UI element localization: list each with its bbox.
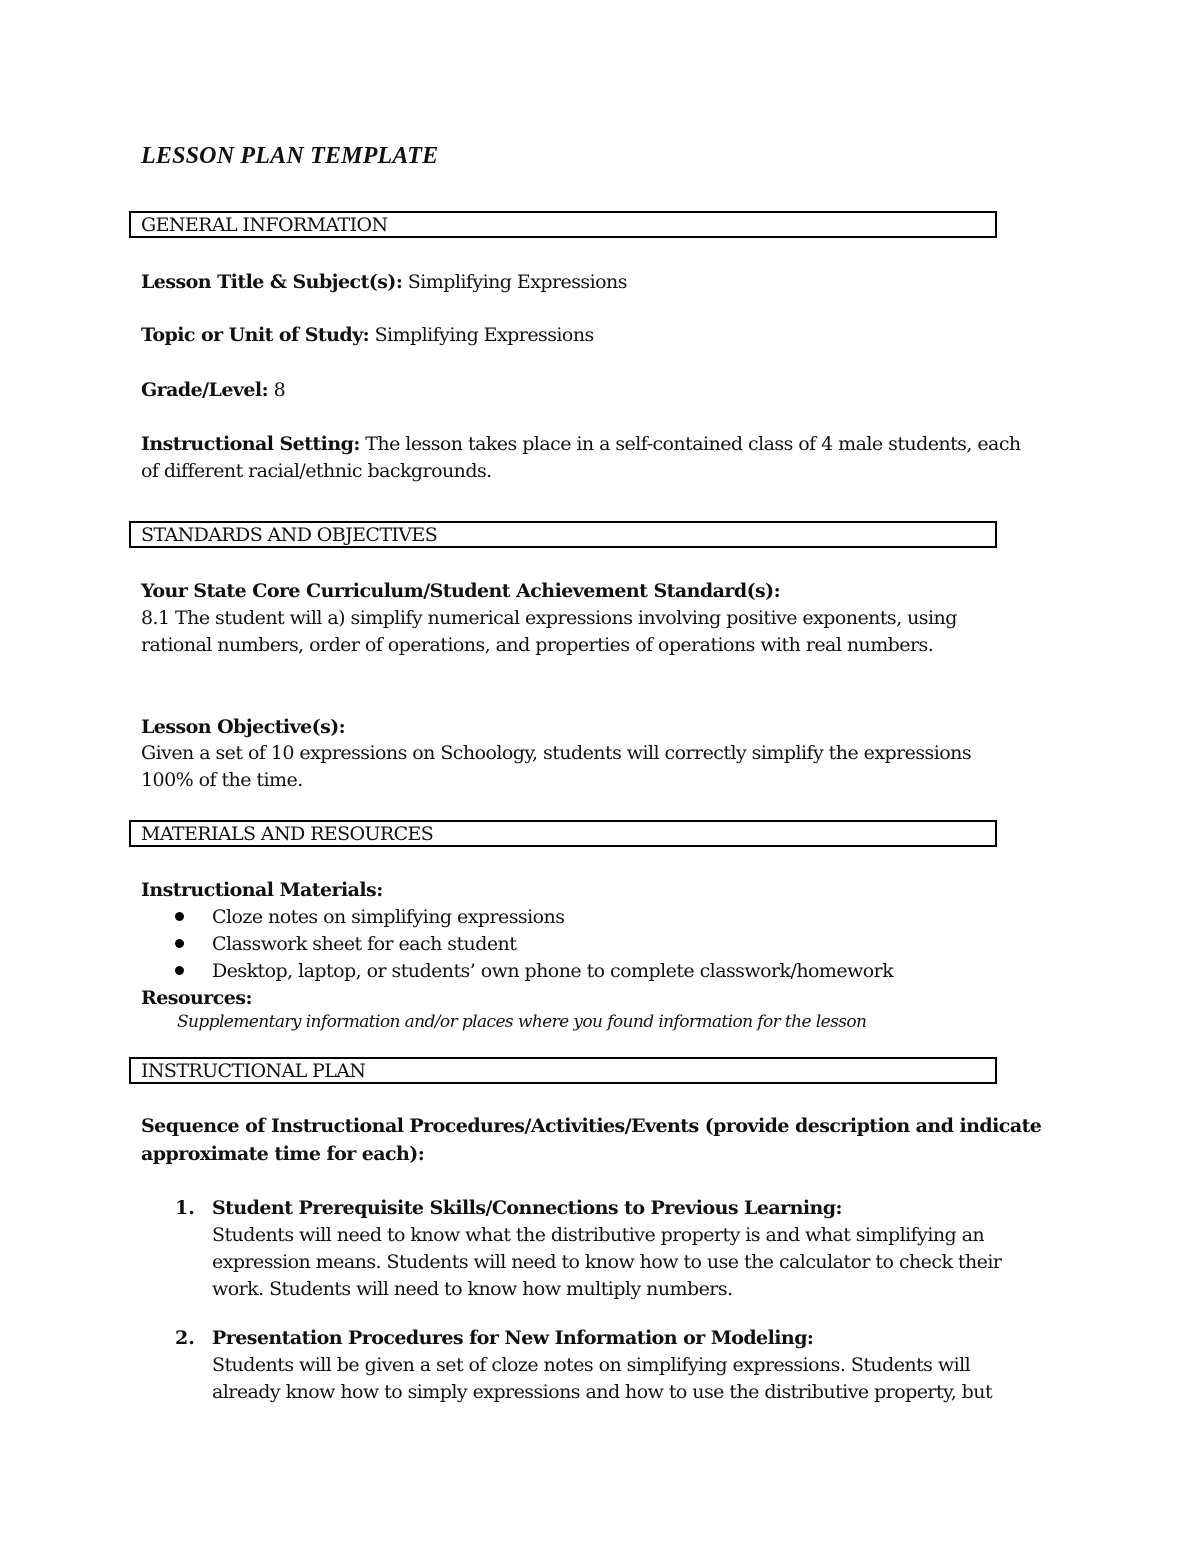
- instructional-materials-label: Instructional Materials:: [141, 879, 383, 901]
- resources-note: Supplementary information and/or places where you found information for the lesson: [177, 1012, 867, 1032]
- general-information-heading: GENERAL INFORMATION: [141, 214, 388, 236]
- topic-label: Topic or Unit of Study:: [141, 324, 370, 346]
- setting-row: [141, 431, 1021, 458]
- setting-text-continued: of different racial/ethnic backgrounds.: [141, 460, 492, 482]
- step-number: 2.: [175, 1327, 195, 1349]
- bullet-icon: [175, 966, 184, 975]
- page-title: LESSON PLAN TEMPLATE: [141, 143, 439, 169]
- core-standard-text: 8.1 The student will a) simplify numerical expressions involving positive exponents, using: [141, 607, 957, 629]
- lesson-title-value: Simplifying Expressions: [407, 271, 627, 293]
- step-number: 1.: [175, 1197, 195, 1219]
- core-standard-label: Your State Core Curriculum/Student Achievement Standard(s):: [141, 580, 781, 602]
- core-standard-text-continued: rational numbers, order of operations, and properties of operations with real numbers.: [141, 634, 934, 656]
- topic-value: Simplifying Expressions: [374, 324, 594, 346]
- bullet-icon: [175, 939, 184, 948]
- lesson-objective-text: Given a set of 10 expressions on Schoology, students will correctly simplify the expressions: [141, 742, 972, 764]
- sequence-heading-continued: approximate time for each):: [141, 1143, 425, 1165]
- step-text: already know how to simply expressions and how to use the distributive property, but: [212, 1381, 993, 1403]
- step-text: work. Students will need to know how multiply numbers.: [212, 1278, 733, 1300]
- step-text: Students will be given a set of cloze notes on simplifying expressions. Students will: [212, 1354, 971, 1376]
- step-text: Students will need to know what the distributive property is and what simplifying an: [212, 1224, 985, 1246]
- materials-resources-heading: MATERIALS AND RESOURCES: [141, 823, 434, 845]
- setting-label: Instructional Setting:: [141, 433, 360, 455]
- step-text: expression means. Students will need to know how to use the calculator to check their: [212, 1251, 1002, 1273]
- lesson-title-label: Lesson Title & Subject(s):: [141, 271, 403, 293]
- instructional-plan-heading: INSTRUCTIONAL PLAN: [141, 1060, 366, 1082]
- step-title: Student Prerequisite Skills/Connections to Previous Learning:: [212, 1197, 843, 1219]
- grade-label: Grade/Level:: [141, 379, 269, 401]
- material-item: Classwork sheet for each student: [212, 933, 517, 955]
- material-item: Cloze notes on simplifying expressions: [212, 906, 565, 928]
- lesson-objective-text-continued: 100% of the time.: [141, 769, 303, 791]
- bullet-icon: [175, 912, 184, 921]
- sequence-heading: Sequence of Instructional Procedures/Activities/Events (provide description and indicate: [141, 1115, 1042, 1137]
- topic-row: [141, 322, 594, 349]
- standards-objectives-heading: STANDARDS AND OBJECTIVES: [141, 524, 438, 546]
- material-item: Desktop, laptop, or students’ own phone to complete classwork/homework: [212, 960, 894, 982]
- grade-value: 8: [273, 379, 286, 401]
- setting-text: The lesson takes place in a self-contained class of 4 male students, each: [365, 433, 1021, 455]
- resources-label: Resources:: [141, 987, 252, 1009]
- step-title: Presentation Procedures for New Information or Modeling:: [212, 1327, 814, 1349]
- grade-row: [141, 377, 285, 404]
- lesson-title-row: [141, 269, 627, 296]
- lesson-objective-label: Lesson Objective(s):: [141, 716, 346, 738]
